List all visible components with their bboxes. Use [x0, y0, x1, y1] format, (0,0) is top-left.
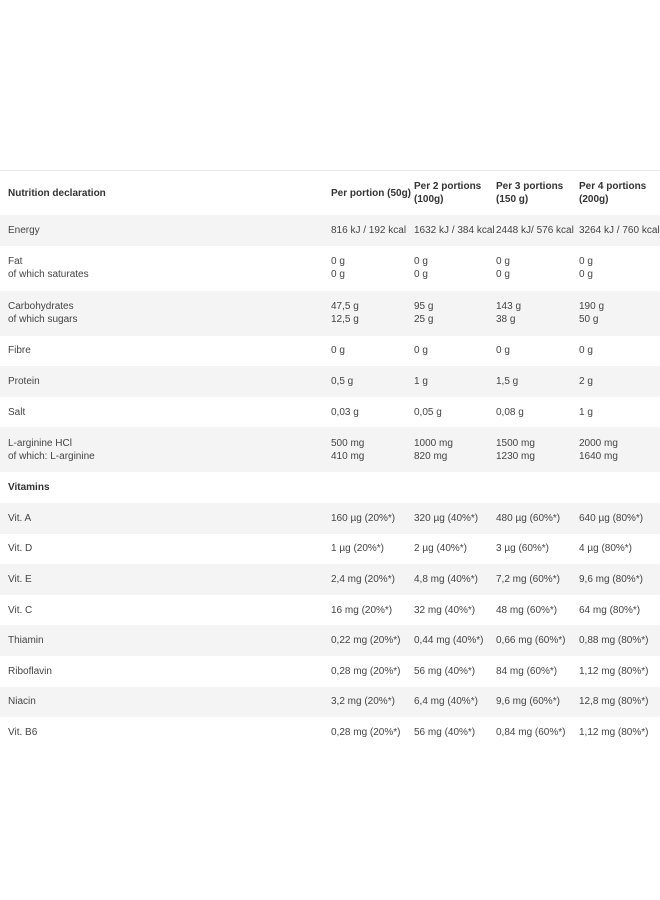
row-value [495, 656, 578, 687]
row-value-line: 480 µg (60%*) [496, 512, 561, 524]
row-value [413, 534, 495, 565]
row-value [413, 427, 495, 472]
row-value [578, 427, 660, 472]
row-value-line: 1,5 g [496, 375, 519, 387]
row-value-line: 64 mg (80%*) [579, 604, 641, 616]
nutrition-table [0, 170, 660, 748]
row-value-line: 7,2 mg (60%*) [496, 573, 560, 585]
row-value [330, 656, 413, 687]
row-value [330, 564, 413, 595]
section-row [0, 472, 660, 503]
row-value-line: 6,4 mg (40%*) [414, 696, 478, 708]
row-label-line: Energy [8, 224, 40, 236]
row-value-line: 0,44 mg (40%*) [414, 635, 484, 647]
row-label [0, 472, 330, 503]
nutrition-table-container [0, 170, 660, 748]
row-value [330, 291, 413, 336]
row-value-line: 0 g [579, 269, 593, 281]
row-value [495, 397, 578, 428]
row-value-line: 0,03 g [331, 406, 359, 418]
table-row [0, 397, 660, 428]
row-label [0, 625, 330, 656]
table-body [0, 215, 660, 748]
row-label-line: of which saturates [8, 269, 89, 281]
row-value [578, 625, 660, 656]
table-row [0, 291, 660, 336]
row-value-line: 1500 mg [496, 437, 535, 449]
row-value [413, 215, 495, 246]
row-value-line: 1 g [579, 406, 593, 418]
row-label [0, 215, 330, 246]
row-value-line: 3 µg (60%*) [496, 543, 550, 555]
header-col-line: (150 g) [496, 194, 529, 205]
row-value-line: 3,2 mg (20%*) [331, 696, 395, 708]
header-label: Nutrition declaration [0, 171, 330, 216]
row-value-line: 410 mg [331, 450, 365, 462]
row-value [413, 687, 495, 718]
table-row [0, 534, 660, 565]
row-value [495, 366, 578, 397]
row-value [413, 246, 495, 291]
row-value [495, 246, 578, 291]
row-value-line: 160 µg (20%*) [331, 512, 396, 524]
header-row [0, 171, 660, 216]
row-value [578, 656, 660, 687]
row-value-line: 0,22 mg (20%*) [331, 635, 401, 647]
header-col-line: Per 3 portions [496, 181, 564, 192]
row-value [330, 246, 413, 291]
row-value [578, 717, 660, 748]
row-value [495, 595, 578, 626]
row-value-line: 0 g [496, 345, 510, 357]
row-value-line: 4,8 mg (40%*) [414, 573, 478, 585]
row-label-line: Vit. A [8, 512, 32, 524]
row-value-line: 1640 mg [579, 450, 618, 462]
row-value-line: 2 µg (40%*) [414, 543, 468, 555]
row-value-line: 2448 kJ/ 576 kcal [496, 224, 574, 236]
row-value-line: 2 g [579, 375, 593, 387]
row-value [495, 427, 578, 472]
row-label [0, 595, 330, 626]
table-row [0, 336, 660, 367]
row-value [413, 397, 495, 428]
row-label-line: Riboflavin [8, 665, 52, 677]
row-value [330, 717, 413, 748]
row-value [413, 336, 495, 367]
table-row [0, 427, 660, 472]
row-value-line: 0,08 g [496, 406, 524, 418]
row-label-line: Niacin [8, 696, 36, 708]
row-value-line: 0 g [331, 345, 345, 357]
row-label [0, 397, 330, 428]
row-value [330, 336, 413, 367]
row-value [330, 625, 413, 656]
row-label-line: Vit. C [8, 604, 33, 616]
row-value-line: 38 g [496, 314, 516, 326]
row-value [330, 687, 413, 718]
row-value-line: 820 mg [414, 450, 448, 462]
row-value [578, 503, 660, 534]
row-value [578, 595, 660, 626]
row-label-line: Vit. E [8, 573, 32, 585]
row-value-line: 0,05 g [414, 406, 442, 418]
row-value-line: 1230 mg [496, 450, 535, 462]
row-value [330, 472, 413, 503]
row-label [0, 246, 330, 291]
row-value-line: 25 g [414, 314, 434, 326]
table-row [0, 717, 660, 748]
row-label [0, 427, 330, 472]
row-label [0, 656, 330, 687]
table-row [0, 595, 660, 626]
row-value [578, 336, 660, 367]
row-label [0, 366, 330, 397]
row-value-line: 1 µg (20%*) [331, 543, 385, 555]
row-value-line: 0,88 mg (80%*) [579, 635, 649, 647]
row-value [413, 717, 495, 748]
row-value [578, 291, 660, 336]
row-value-line: 0,84 mg (60%*) [496, 726, 566, 738]
row-label-line: of which sugars [8, 314, 78, 326]
row-value-line: 9,6 mg (60%*) [496, 696, 560, 708]
row-value-line: 12,5 g [331, 314, 359, 326]
row-value [495, 687, 578, 718]
row-label [0, 336, 330, 367]
row-label-line: Vitamins [8, 482, 50, 494]
row-value-line: 190 g [579, 301, 605, 313]
row-value [578, 366, 660, 397]
header-col-per-portion [330, 171, 413, 216]
row-value-line: 3264 kJ / 760 kcal [579, 224, 660, 236]
row-value [413, 625, 495, 656]
row-value-line: 56 mg (40%*) [414, 726, 476, 738]
row-value [495, 336, 578, 367]
table-row [0, 246, 660, 291]
row-label-line: Carbohydrates [8, 301, 74, 313]
header-col-per-3-portions [495, 171, 578, 216]
row-value-line: 48 mg (60%*) [496, 604, 558, 616]
row-value-line: 0,28 mg (20%*) [331, 665, 401, 677]
row-value-line: 0 g [579, 345, 593, 357]
row-value [578, 534, 660, 565]
row-value-line: 95 g [414, 301, 434, 313]
row-value [330, 215, 413, 246]
table-row [0, 656, 660, 687]
row-value-line: 0,66 mg (60%*) [496, 635, 566, 647]
row-value [495, 534, 578, 565]
header-col-line: (100g) [414, 194, 444, 205]
row-label-line: Fibre [8, 345, 31, 357]
row-value-line: 32 mg (40%*) [414, 604, 476, 616]
row-value-line: 0 g [496, 256, 510, 268]
row-label [0, 687, 330, 718]
row-value-line: 0 g [414, 256, 428, 268]
row-value [495, 717, 578, 748]
row-value-line: 1 g [414, 375, 428, 387]
row-value [495, 215, 578, 246]
row-value [578, 687, 660, 718]
table-row [0, 503, 660, 534]
row-value-line: 500 mg [331, 437, 365, 449]
row-value [578, 215, 660, 246]
row-value [578, 246, 660, 291]
row-value [578, 397, 660, 428]
row-value [413, 503, 495, 534]
row-value [413, 472, 495, 503]
row-value-line: 640 µg (80%*) [579, 512, 644, 524]
row-value-line: 2000 mg [579, 437, 618, 449]
row-value-line: 9,6 mg (80%*) [579, 573, 643, 585]
row-value-line: 0,5 g [331, 375, 354, 387]
row-value [495, 291, 578, 336]
row-label [0, 564, 330, 595]
table-row [0, 215, 660, 246]
row-value [330, 366, 413, 397]
row-value-line: 1000 mg [414, 437, 453, 449]
row-value [495, 472, 578, 503]
row-value [413, 656, 495, 687]
row-value-line: 16 mg (20%*) [331, 604, 393, 616]
row-value-line: 2,4 mg (20%*) [331, 573, 395, 585]
table-row [0, 366, 660, 397]
row-value-line: 1,12 mg (80%*) [579, 726, 649, 738]
row-value-line: 84 mg (60%*) [496, 665, 558, 677]
row-label [0, 291, 330, 336]
row-value-line: 50 g [579, 314, 599, 326]
header-col-per-4-portions [578, 171, 660, 216]
table-row [0, 564, 660, 595]
row-label [0, 717, 330, 748]
row-label-line: Vit. D [8, 543, 33, 555]
row-label [0, 534, 330, 565]
row-value [330, 534, 413, 565]
row-value-line: 0 g [496, 269, 510, 281]
header-col-line: (200g) [579, 194, 609, 205]
row-label-line: Fat [8, 256, 23, 268]
row-value-line: 0 g [331, 256, 345, 268]
header-col-line: Per 2 portions [414, 181, 482, 192]
row-label-line: L-arginine HCl [8, 437, 72, 449]
row-value [330, 595, 413, 626]
row-value-line: 1632 kJ / 384 kcal [414, 224, 495, 236]
row-value-line: 0,28 mg (20%*) [331, 726, 401, 738]
row-value [413, 366, 495, 397]
row-label-line: of which: L-arginine [8, 450, 95, 462]
row-value [413, 564, 495, 595]
row-label-line: Salt [8, 406, 26, 418]
row-value-line: 56 mg (40%*) [414, 665, 476, 677]
header-col-line: Per 4 portions [579, 181, 647, 192]
row-value-line: 12,8 mg (80%*) [579, 696, 649, 708]
row-label-line: Thiamin [8, 635, 44, 647]
header-col-per-2-portions [413, 171, 495, 216]
row-value [330, 503, 413, 534]
row-value-line: 47,5 g [331, 301, 359, 313]
row-label-line: Protein [8, 375, 40, 387]
row-value-line: 816 kJ / 192 kcal [331, 224, 407, 236]
row-value-line: 0 g [331, 269, 345, 281]
row-value-line: 4 µg (80%*) [579, 543, 633, 555]
row-value [495, 564, 578, 595]
row-value [413, 291, 495, 336]
row-value [578, 472, 660, 503]
row-value-line: 320 µg (40%*) [414, 512, 479, 524]
row-value [578, 564, 660, 595]
table-row [0, 625, 660, 656]
row-value [495, 503, 578, 534]
row-value-line: 1,12 mg (80%*) [579, 665, 649, 677]
row-value-line: 143 g [496, 301, 522, 313]
row-value [413, 595, 495, 626]
table-row [0, 687, 660, 718]
row-value [330, 427, 413, 472]
row-value-line: 0 g [414, 345, 428, 357]
row-label [0, 503, 330, 534]
row-value [330, 397, 413, 428]
row-value-line: 0 g [579, 256, 593, 268]
row-label-line: Vit. B6 [8, 726, 38, 738]
header-col-line: Per portion (50g) [331, 187, 412, 199]
row-value-line: 0 g [414, 269, 428, 281]
table-header [0, 171, 660, 216]
row-value [495, 625, 578, 656]
